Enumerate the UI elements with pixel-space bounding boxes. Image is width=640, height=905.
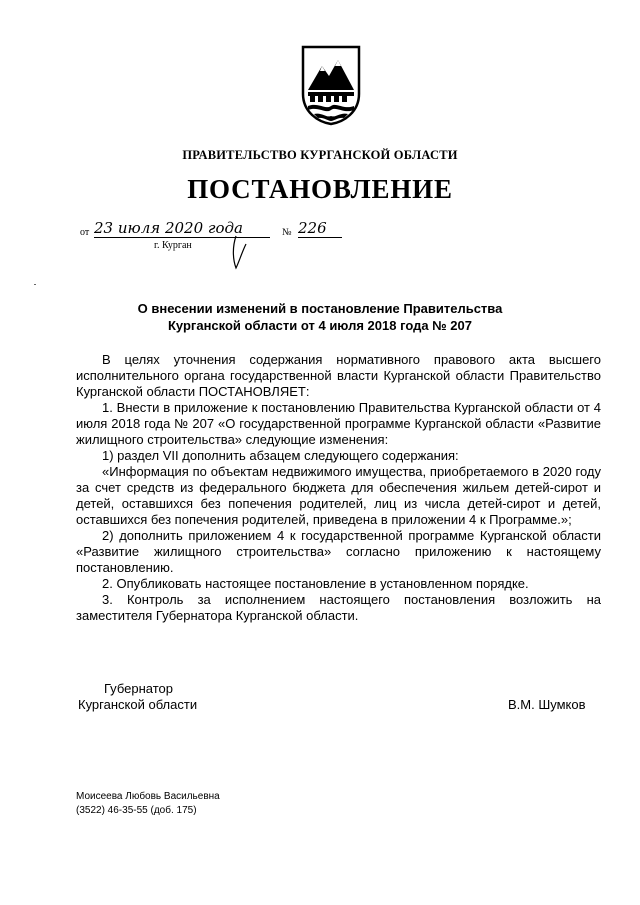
title-line-1: О внесении изменений в постановление Правительства — [137, 301, 503, 316]
dateline — [80, 220, 380, 266]
number-prefix: № — [282, 227, 292, 238]
scan-artifact — [34, 284, 36, 285]
contact-phone: (3522) 46-35-55 (доб. 175) — [76, 805, 197, 816]
handwritten-date: 23 июля 2020 года — [94, 220, 270, 238]
body-paragraph: 2. Опубликовать настоящее постановление в установленном порядке. — [102, 576, 529, 591]
contact-block — [76, 790, 220, 818]
city-label: г. Курган — [154, 240, 192, 251]
body-paragraph: В целях уточнения содержания нормативного правового акта высшего исполнительного органа государственной власти Курганской области Правительство Курганской области ПОСТАНОВЛЯЕТ: — [76, 352, 601, 399]
handwritten-flourish — [230, 234, 250, 270]
position-line-2: Курганской области — [78, 697, 198, 712]
position-line-1: Губернатор — [104, 681, 173, 696]
body-paragraph: 1. Внести в приложение к постановлению Правительства Курганской области от 4 июля 2018 года № 207 «О государственной программе Курганской области «Развитие жилищного строительства» следующие изменения: — [76, 400, 601, 447]
title-line-2: Курганской области от 4 июля 2018 года № 207 — [168, 318, 472, 333]
document-type-heading: ПОСТАНОВЛЕНИЕ — [187, 174, 453, 204]
handwritten-number: 226 — [298, 220, 342, 238]
body-paragraph: «Информация по объектам недвижимого имущества, приобретаемого в 2020 году за счет средств из федерального бюджета для обеспечения жильем детей-сирот и детей, оставшихся без попечения родителей, лиц из числа детей-сирот и детей, оставшихся без попечения родителей, приведена в приложении 4 к Программе.»; — [76, 464, 601, 527]
document-title — [0, 300, 640, 334]
date-prefix: от — [80, 227, 90, 238]
coat-of-arms-emblem — [300, 44, 362, 126]
organization-name: ПРАВИТЕЛЬСТВО КУРГАНСКОЙ ОБЛАСТИ — [182, 148, 458, 162]
contact-name: Моисеева Любовь Васильевна — [76, 791, 220, 802]
body-paragraph: 2) дополнить приложением 4 к государственной программе Курганской области «Развитие жилищного строительства» согласно приложению к настоящему постановлению. — [76, 528, 601, 575]
document-body — [76, 352, 601, 624]
signatory-name: В.М. Шумков — [508, 697, 586, 712]
body-paragraph: 1) раздел VII дополнить абзацем следующего содержания: — [102, 448, 459, 463]
body-paragraph: 3. Контроль за исполнением настоящего постановления возложить на заместителя Губернатора Курганской области. — [76, 592, 601, 623]
signatory-position — [78, 681, 197, 713]
